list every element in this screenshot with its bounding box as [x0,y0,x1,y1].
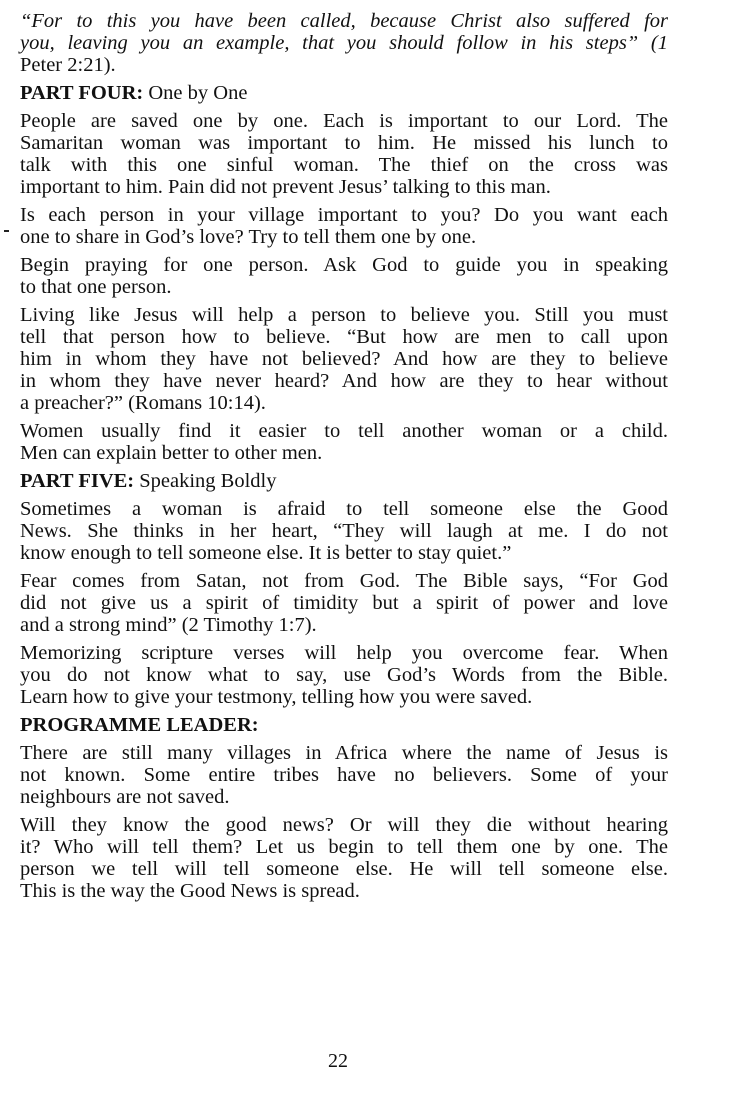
text-line: News. She thinks in her heart, “They will laugh at me. I do not [20,520,668,542]
paragraph [20,570,668,636]
heading-line [20,470,668,492]
text-line: know enough to tell someone else. It is better to stay quiet.” [20,542,512,564]
text-line: and a strong mind” (2 Timothy 1:7). [20,614,317,636]
scripture-quote [20,10,668,76]
text-line: This is the way the Good News is spread. [20,880,360,902]
text-line: People are saved one by one. Each is important to our Lord. The [20,110,668,132]
section-heading [20,714,668,736]
paragraph [20,204,668,248]
text-line: Sometimes a woman is afraid to tell someone else the Good [20,498,668,520]
page-number: 22 [328,1050,348,1072]
paragraph [20,254,668,298]
text-line: to that one person. [20,276,172,298]
text-line: in whom they have never heard? And how are they to hear without [20,370,668,392]
heading-line [20,82,668,104]
text-line: important to him. Pain did not prevent Jesus’ talking to this man. [20,176,551,198]
paragraph [20,814,668,902]
text-line: not known. Some entire tribes have no believers. Some of your [20,764,668,786]
heading-label: PART FIVE: [20,470,135,492]
heading-label: PROGRAMME LEADER: [20,714,259,736]
text-line: Men can explain better to other men. [20,442,323,464]
text-line: did not give us a spirit of timidity but a spirit of power and love [20,592,668,614]
text-line: Begin praying for one person. Ask God to guide you in speaking [20,254,668,276]
paragraph [20,304,668,414]
section-heading [20,82,668,104]
text-line: Fear comes from Satan, not from God. The Bible says, “For God [20,570,668,592]
text-line: Women usually find it easier to tell another woman or a child. [20,420,668,442]
quote-line: “For to this you have been called, because Christ also suffered for [20,10,668,32]
text-line: Will they know the good news? Or will they die without hearing [20,814,668,836]
heading-label: PART FOUR: [20,82,144,104]
text-line: person we tell will tell someone else. He will tell someone else. [20,858,668,880]
heading-title: Speaking Boldly [134,470,277,492]
text-line: There are still many villages in Africa where the name of Jesus is [20,742,668,764]
text-line: a preacher?” (Romans 10:14). [20,392,266,414]
heading-line [20,714,668,736]
text-line: Learn how to give your testmony, telling how you were saved. [20,686,533,708]
text-line: it? Who will tell them? Let us begin to tell them one by one. The [20,836,668,858]
page-body [20,10,668,908]
text-line: neighbours are not saved. [20,786,230,808]
quote-line: you, leaving you an example, that you should follow in his steps” (1 [20,32,668,54]
heading-title: One by One [143,82,248,104]
text-line: him in whom they have not believed? And how are they to believe [20,348,668,370]
section-heading [20,470,668,492]
scan-mark [4,230,9,232]
text-line: tell that person how to believe. “But how are men to call upon [20,326,668,348]
paragraph [20,742,668,808]
text-line: Living like Jesus will help a person to believe you. Still you must [20,304,668,326]
text-line: Samaritan woman was important to him. He missed his lunch to [20,132,668,154]
paragraph [20,420,668,464]
text-line: talk with this one sinful woman. The thief on the cross was [20,154,668,176]
text-line: one to share in God’s love? Try to tell them one by one. [20,226,477,248]
text-line: you do not know what to say, use God’s Words from the Bible. [20,664,668,686]
quote-reference: Peter 2:21). [20,54,116,76]
paragraph [20,498,668,564]
text-line: Memorizing scripture verses will help you overcome fear. When [20,642,668,664]
paragraph [20,110,668,198]
paragraph [20,642,668,708]
text-line: Is each person in your village important to you? Do you want each [20,204,668,226]
